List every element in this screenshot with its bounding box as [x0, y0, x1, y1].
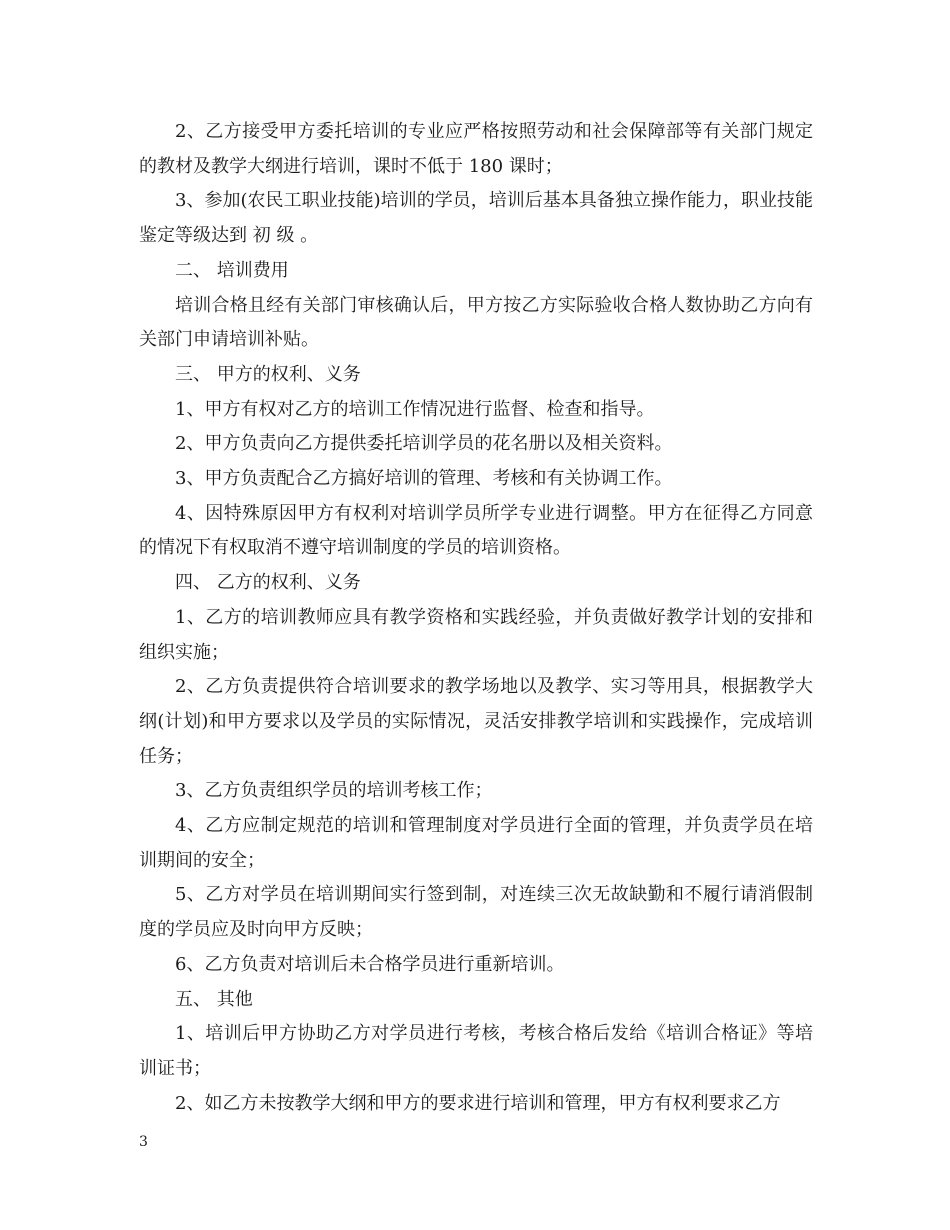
page-number: 3: [139, 1134, 148, 1150]
document-body: [139, 115, 813, 1121]
party-b-clause-5: 5、乙方对学员在培训期间实行签到制，对连续三次无故缺勤和不履行请消假制度的学员应及时向甲方反映；: [139, 884, 813, 941]
section-heading-party-a: 三、 甲方的权利、义务: [175, 363, 361, 385]
party-a-clause-1: 1、甲方有权对乙方的培训工作情况进行监督、检查和指导。: [175, 398, 655, 420]
party-b-clause-1: 1、乙方的培训教师应具有教学资格和实践经验，并负责做好教学计划的安排和组织实施；: [139, 606, 813, 663]
party-b-clause-2: 2、乙方负责提供符合培训要求的教学场地以及教学、实习等用具，根据教学大纲(计划)和甲方要求以及学员的实际情况，灵活安排教学培训和实践操作，完成培训任务；: [139, 676, 813, 767]
section-heading-other: 五、 其他: [175, 988, 253, 1010]
section-heading-party-b: 四、 乙方的权利、义务: [175, 572, 361, 594]
other-clause-1: 1、培训后甲方协助乙方对学员进行考核，考核合格后发给《培训合格证》等培训证书；: [139, 1023, 813, 1079]
clause-2-3: 3、参加(农民工职业技能)培训的学员，培训后基本具备独立操作能力，职业技能鉴定等级达到 初 级 。: [139, 190, 813, 247]
party-b-clause-6: 6、乙方负责对培训后未合格学员进行重新培训。: [175, 953, 565, 975]
fees-paragraph: 培训合格且经有关部门审核确认后，甲方按乙方实际验收合格人数协助乙方向有关部门申请培训补贴。: [139, 294, 813, 351]
party-a-clause-3: 3、甲方负责配合乙方搞好培训的管理、考核和有关协调工作。: [175, 468, 673, 490]
other-clause-2: 2、如乙方未按教学大纲和甲方的要求进行培训和管理，甲方有权利要求乙方: [175, 1092, 781, 1114]
party-a-clause-4: 4、因特殊原因甲方有权利对培训学员所学专业进行调整。甲方在征得乙方同意的情况下有权取消不遵守培训制度的学员的培训资格。: [139, 502, 813, 559]
clause-2-2: 2、乙方接受甲方委托培训的专业应严格按照劳动和社会保障部等有关部门规定的教材及教学大纲进行培训，课时不低于 180 课时；: [139, 121, 813, 177]
party-b-clause-4: 4、乙方应制定规范的培训和管理制度对学员进行全面的管理，并负责学员在培训期间的安全；: [139, 815, 813, 871]
party-b-clause-3: 3、乙方负责组织学员的培训考核工作；: [175, 780, 493, 802]
party-a-clause-2: 2、甲方负责向乙方提供委托培训学员的花名册以及相关资料。: [175, 433, 673, 455]
section-heading-fees: 二、 培训费用: [175, 259, 289, 281]
